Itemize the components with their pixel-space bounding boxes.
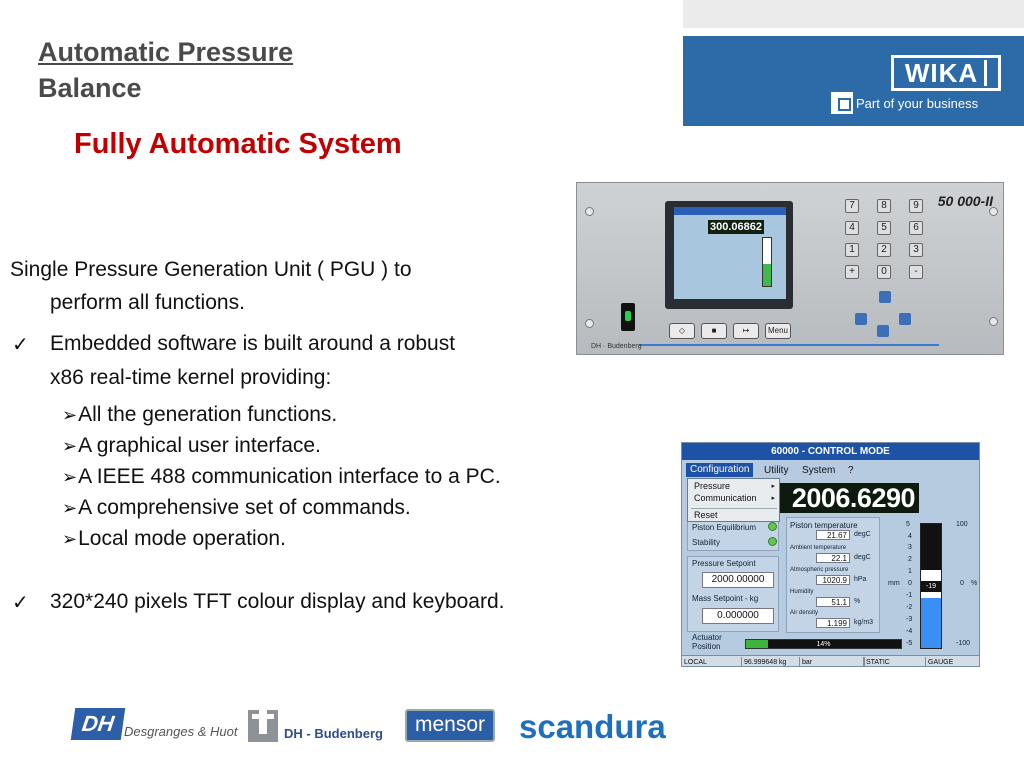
- stability-indicator-icon: [768, 537, 777, 546]
- panel-button-stop[interactable]: ■: [701, 323, 727, 339]
- ambient-temp-unit: degC: [854, 554, 871, 561]
- key-3[interactable]: 3: [909, 243, 923, 257]
- wika-tagline: [831, 92, 978, 114]
- actuator-label: Position: [692, 642, 721, 651]
- mass-setpoint-label: Mass Setpoint - kg: [692, 594, 759, 603]
- key-6[interactable]: 6: [909, 221, 923, 235]
- device-screen-gauge: [762, 237, 772, 287]
- key-9[interactable]: 9: [909, 199, 923, 213]
- device-stripe: [639, 344, 939, 346]
- piston-temp-unit: degC: [854, 531, 871, 538]
- menu-help[interactable]: ?: [848, 465, 854, 476]
- gauge-tick: 100: [956, 521, 968, 528]
- list-item: ➢A graphical user interface.: [62, 434, 321, 457]
- screw-icon: [585, 207, 594, 216]
- gauge-tick: -100: [956, 640, 971, 647]
- list-item: ➢Local mode operation.: [62, 527, 286, 550]
- page-subtitle: Fully Automatic System: [74, 128, 402, 160]
- menu-bar: [682, 463, 980, 478]
- nav-left-icon[interactable]: [855, 313, 867, 325]
- piston-equilibrium-indicator-icon: [768, 522, 777, 531]
- budenberg-logo-text: DH - Budenberg: [284, 726, 383, 741]
- gauge-tick: 0: [908, 580, 912, 587]
- dropdown-item-pressure[interactable]: Pressure: [694, 481, 731, 491]
- status-static: STATIC: [864, 657, 926, 667]
- key-7[interactable]: 7: [845, 199, 859, 213]
- scandura-logo: scandura: [519, 708, 666, 745]
- air-density-value: 1.199: [816, 618, 850, 628]
- dh-logo-text: Desgranges & Huot: [124, 724, 238, 739]
- key-4[interactable]: 4: [845, 221, 859, 235]
- gauge-tick: -4: [906, 628, 913, 635]
- check1-line2: x86 real-time kernel providing:: [50, 366, 332, 389]
- key-2[interactable]: 2: [877, 243, 891, 257]
- gauge-tick: 2: [908, 556, 912, 563]
- status-mass: 96.999648 kg: [742, 657, 800, 667]
- status-gauge: GAUGE: [928, 659, 954, 666]
- check2-text: 320*240 pixels TFT colour display and keyboard.: [50, 590, 505, 613]
- submenu-caret-icon: ▸: [771, 495, 775, 502]
- power-led-icon: [621, 303, 635, 331]
- menu-utility[interactable]: Utility: [764, 465, 789, 476]
- menu-system[interactable]: System: [802, 465, 836, 476]
- submenu-caret-icon: ▸: [771, 483, 775, 490]
- body-line1: Single Pressure Generation Unit ( PGU ) to: [10, 258, 412, 281]
- nav-down-icon[interactable]: [877, 325, 889, 337]
- gauge-pct-label: %: [971, 580, 978, 587]
- gauge-tick: 5: [906, 521, 910, 528]
- piston-temp-value: 21.67: [816, 530, 850, 540]
- wika-logo: [891, 55, 1001, 91]
- control-mode-screen: [681, 442, 980, 667]
- pressure-setpoint-field[interactable]: 2000.00000: [702, 572, 774, 588]
- status-mode: LOCAL: [682, 657, 742, 667]
- mensor-logo: mensor: [405, 709, 495, 742]
- atm-pressure-unit: hPa: [854, 576, 867, 583]
- humidity-unit: %: [854, 598, 861, 605]
- page-title: [38, 34, 358, 106]
- atm-pressure-value: 1020.9: [816, 575, 850, 585]
- arrow-icon: ➢: [62, 467, 78, 487]
- gauge-tick: -5: [906, 640, 913, 647]
- key-0[interactable]: 0: [877, 265, 891, 279]
- device-brand: DH · Budenberg: [591, 343, 642, 350]
- body-line2: perform all functions.: [50, 291, 245, 314]
- screw-icon: [989, 317, 998, 326]
- arrow-icon: ➢: [62, 498, 78, 518]
- actuator-position-pct: 14%: [816, 641, 831, 648]
- device-screen-value: 300.06862: [710, 221, 762, 233]
- ambient-temp-label: Ambient temperature: [790, 545, 847, 551]
- key-plus[interactable]: +: [845, 265, 859, 279]
- device-photo: [576, 182, 1004, 355]
- piston-position-gauge: [920, 523, 942, 649]
- screw-icon: [585, 319, 594, 328]
- piston-temp-label: Piston temperature: [790, 521, 858, 530]
- arrow-icon: ➢: [62, 405, 78, 425]
- mass-setpoint-field[interactable]: 0.000000: [702, 608, 774, 624]
- menu-configuration[interactable]: Configuration: [686, 463, 753, 477]
- check1-line1: Embedded software is built around a robust: [50, 332, 456, 355]
- humidity-label: Humidity: [790, 589, 814, 595]
- actuator-label: Actuator: [692, 633, 722, 642]
- gauge-mm-label: mm: [888, 580, 900, 587]
- gauge-center-value: -19: [921, 581, 941, 592]
- page-title-line2: Balance: [38, 73, 142, 103]
- list-item: ➢A IEEE 488 communication interface to a PC.: [62, 465, 501, 488]
- header-gray-strip: [683, 0, 1024, 28]
- dh-logo: DH: [71, 708, 125, 740]
- budenberg-logo-icon: [248, 710, 278, 742]
- configuration-dropdown: [687, 478, 780, 522]
- dropdown-item-reset[interactable]: Reset: [694, 510, 718, 520]
- wika-square-icon: [831, 92, 853, 114]
- gauge-tick: 3: [908, 544, 912, 551]
- arrow-icon: ➢: [62, 529, 78, 549]
- gauge-tick: -2: [906, 604, 913, 611]
- panel-button-menu[interactable]: Menu: [765, 323, 791, 339]
- humidity-value: 51.1: [816, 597, 850, 607]
- air-density-label: Air density: [790, 610, 819, 616]
- list-item: ➢A comprehensive set of commands.: [62, 496, 411, 519]
- key-8[interactable]: 8: [877, 199, 891, 213]
- wika-logo-text: WIKA: [904, 57, 979, 88]
- key-5[interactable]: 5: [877, 221, 891, 235]
- wika-logo-band: [683, 36, 1024, 126]
- gauge-tick: 4: [908, 533, 912, 540]
- device-screen: [674, 207, 786, 299]
- status-unit: bar: [800, 657, 864, 667]
- pressure-readout: 2006.6290: [778, 483, 919, 513]
- dropdown-item-communication[interactable]: Communication: [694, 493, 757, 503]
- gauge-tick: -3: [906, 616, 913, 623]
- ambient-temp-value: 22.1: [816, 553, 850, 563]
- gauge-tick: -1: [906, 592, 913, 599]
- nav-up-icon[interactable]: [879, 291, 891, 303]
- key-1[interactable]: 1: [845, 243, 859, 257]
- gauge-tick: 0: [960, 580, 964, 587]
- nav-right-icon[interactable]: [899, 313, 911, 325]
- air-density-unit: kg/m3: [854, 619, 874, 626]
- panel-button-1[interactable]: ◇: [669, 323, 695, 339]
- actuator-position-bar: [745, 639, 902, 649]
- device-model: 50 000-II: [937, 193, 993, 209]
- wika-tagline-text: Part of your business: [856, 95, 979, 111]
- key-minus[interactable]: -: [909, 265, 923, 279]
- list-item: ➢All the generation functions.: [62, 403, 338, 426]
- check-icon: ✓: [12, 592, 29, 614]
- stability-label: Stability: [692, 538, 721, 547]
- device-keypad: [839, 197, 937, 311]
- piston-equilibrium-label: Piston Equilibrium: [692, 523, 757, 532]
- panel-button-3[interactable]: ↦: [733, 323, 759, 339]
- control-mode-title: 60000 - CONTROL MODE: [682, 443, 979, 460]
- device-panel-buttons: [669, 323, 799, 343]
- page-title-line1: Automatic Pressure: [38, 37, 294, 67]
- pressure-setpoint-label: Pressure Setpoint: [692, 559, 756, 568]
- check-icon: ✓: [12, 334, 29, 356]
- atm-pressure-label: Atmospheric pressure: [790, 567, 849, 573]
- gauge-tick: 1: [908, 568, 912, 575]
- arrow-icon: ➢: [62, 436, 78, 456]
- status-bar: [682, 655, 980, 667]
